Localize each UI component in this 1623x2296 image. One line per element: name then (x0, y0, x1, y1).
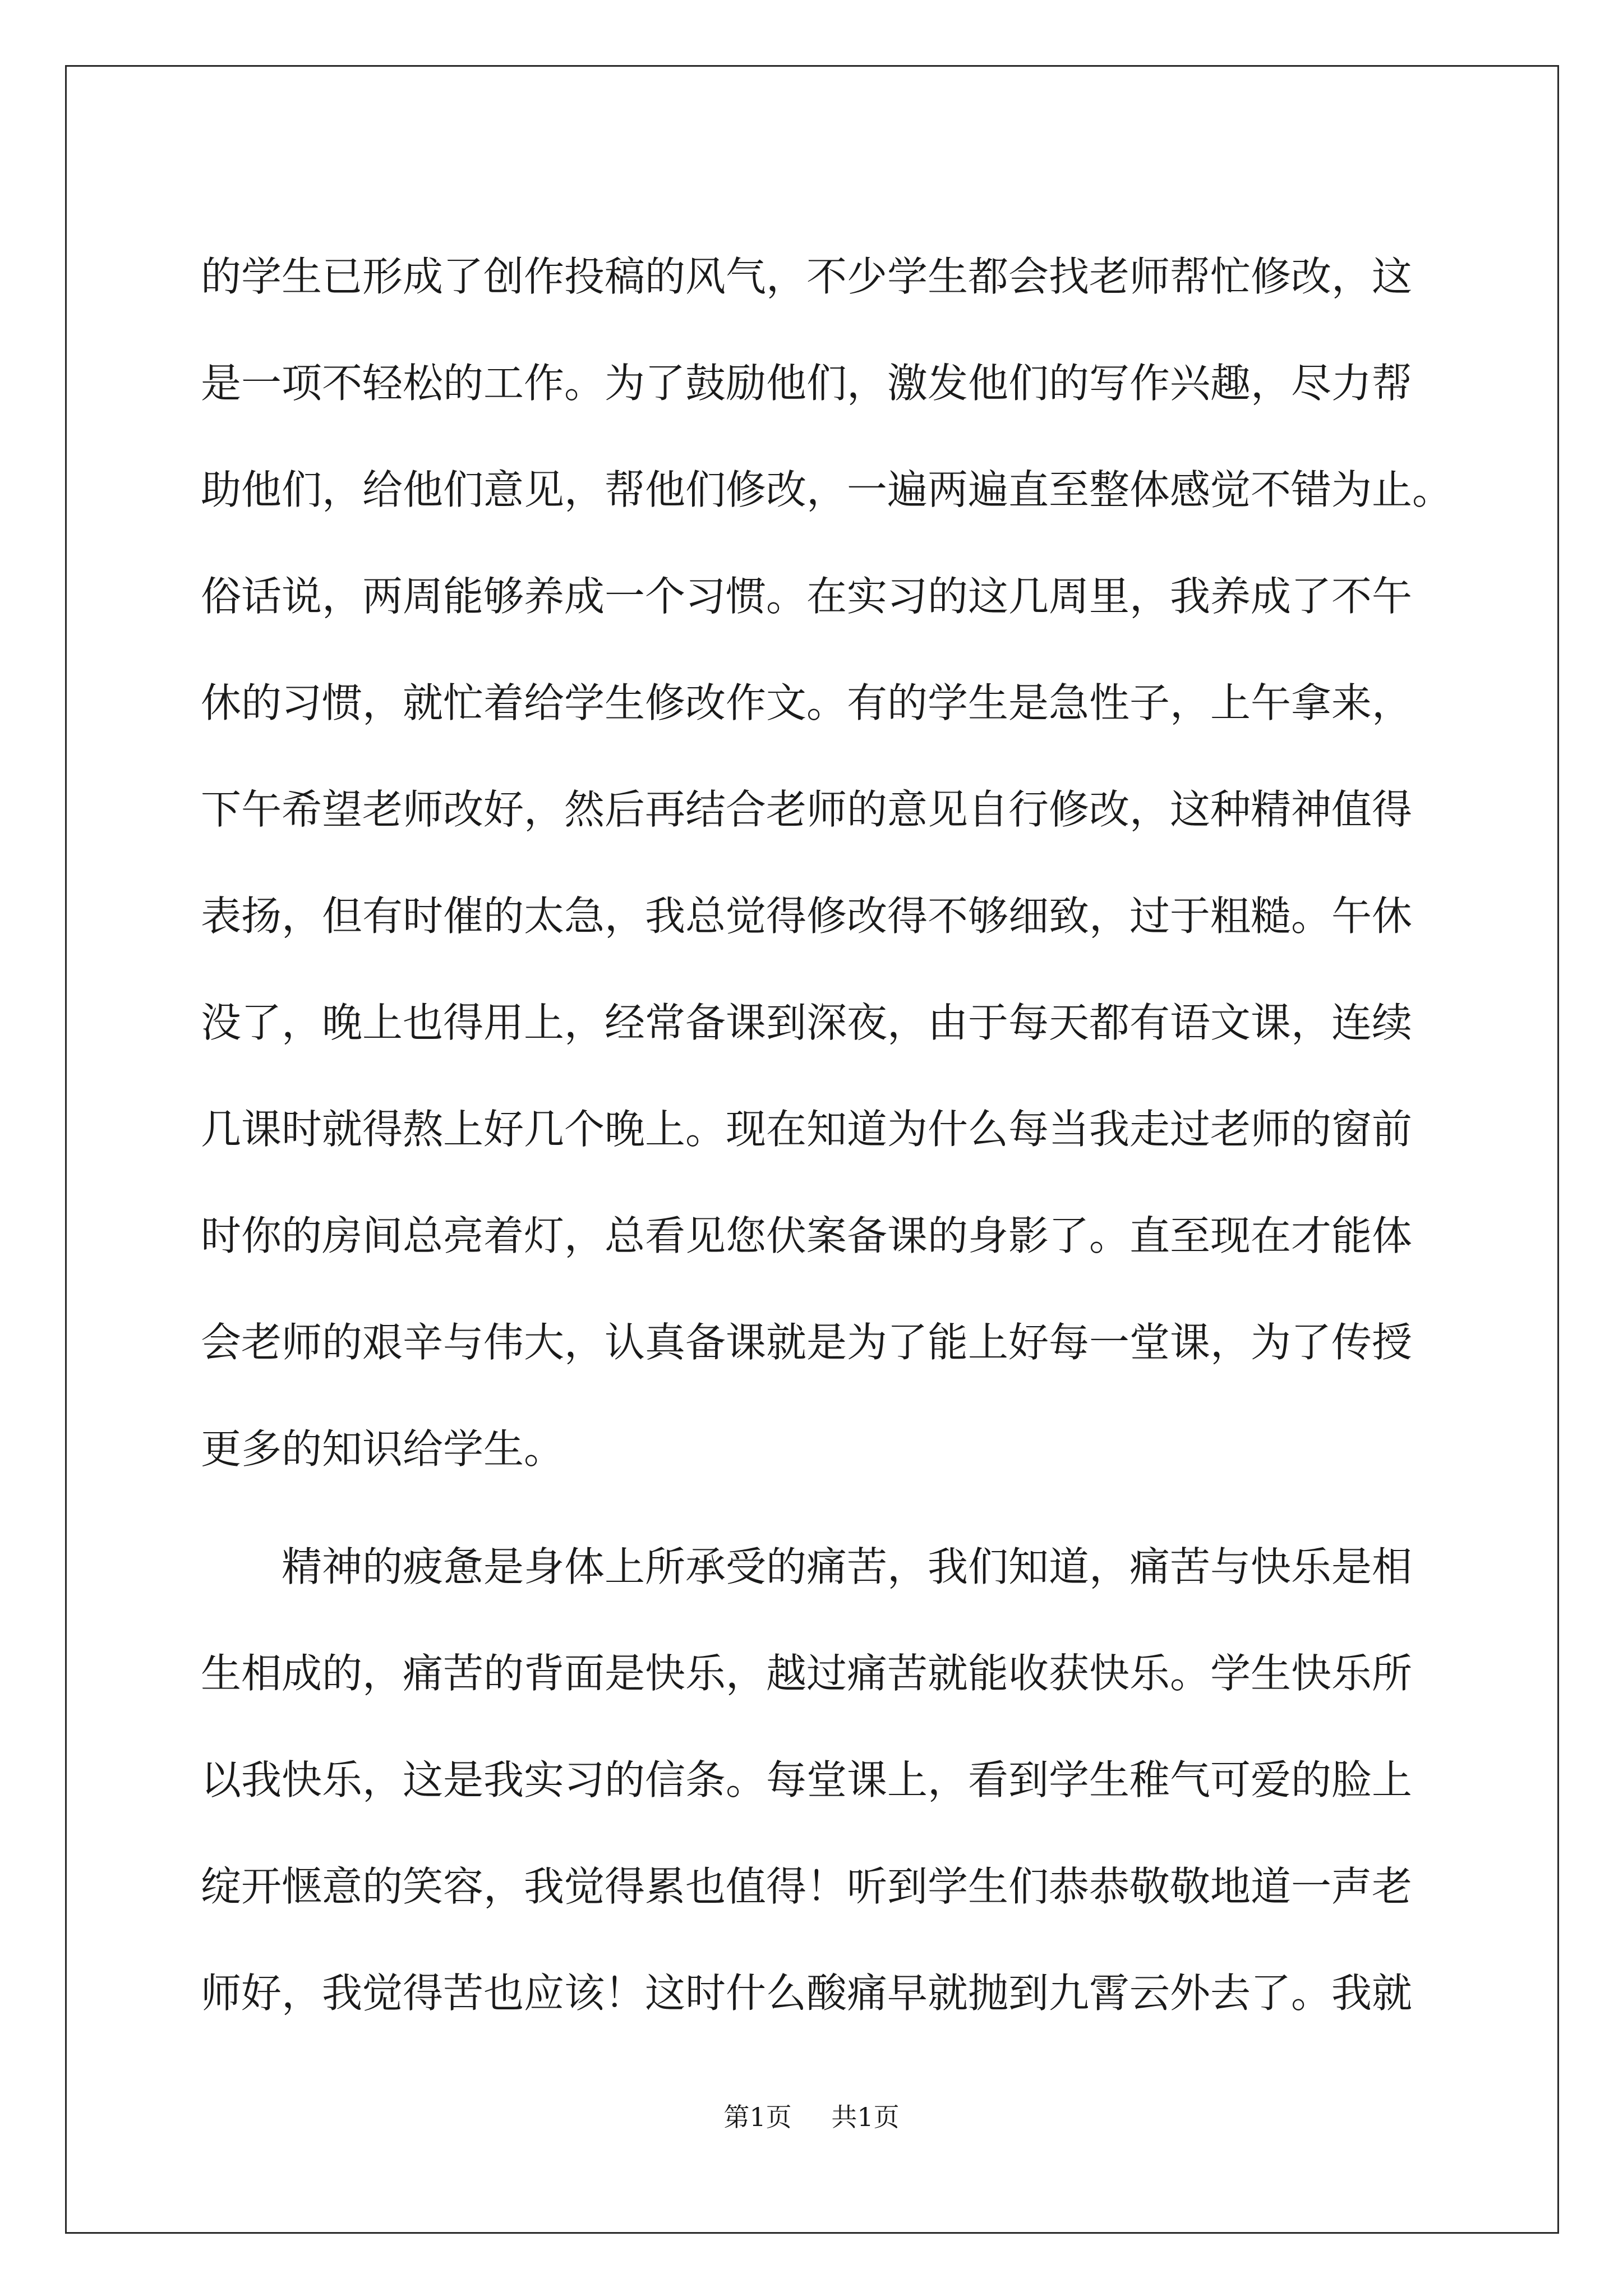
page-number-current: 第1页 (723, 2102, 792, 2132)
text-line: 俗话说，两周能够养成一个习惯。在实习的这几周里，我养成了不午 (201, 573, 1413, 620)
text-line: 更多的知识给学生。 (201, 1425, 565, 1473)
text-line: 生相成的，痛苦的背面是快乐，越过痛苦就能收获快乐。学生快乐所 (201, 1650, 1413, 1697)
text-line: 师好，我觉得苦也应该！这时什么酸痛早就抛到九霄云外去了。我就 (201, 1970, 1413, 2017)
text-line: 休的习惯，就忙着给学生修改作文。有的学生是急性子，上午拿来， (201, 679, 1413, 726)
text-line: 下午希望老师改好，然后再结合老师的意见自行修改，这种精神值得 (201, 786, 1413, 833)
text-line: 没了，晚上也得用上，经常备课到深夜，由于每天都有语文课，连续 (201, 999, 1413, 1046)
page-number-total: 共1页 (831, 2102, 900, 2132)
page-footer (0, 2097, 1623, 2134)
paragraph-first-line: 精神的疲惫是身体上所承受的痛苦，我们知道，痛苦与快乐是相 (282, 1543, 1413, 1590)
document-body (201, 223, 1453, 2046)
text-line: 绽开惬意的笑容，我觉得累也值得！听到学生们恭恭敬敬地道一声老 (201, 1863, 1413, 1910)
text-line: 是一项不轻松的工作。为了鼓励他们，激发他们的写作兴趣，尽力帮 (201, 360, 1413, 407)
text-line: 以我快乐，这是我实习的信条。每堂课上，看到学生稚气可爱的脸上 (201, 1756, 1413, 1803)
text-line: 几课时就得熬上好几个晚上。现在知道为什么每当我走过老师的窗前 (201, 1106, 1413, 1153)
text-line: 会老师的艰辛与伟大，认真备课就是为了能上好每一堂课，为了传授 (201, 1319, 1413, 1366)
text-line: 表扬，但有时催的太急，我总觉得修改得不够细致，过于粗糙。午休 (201, 892, 1413, 940)
text-line: 助他们，给他们意见，帮他们修改，一遍两遍直至整体感觉不错为止。 (201, 466, 1453, 513)
text-line: 的学生已形成了创作投稿的风气，不少学生都会找老师帮忙修改，这 (201, 253, 1413, 300)
text-line: 时你的房间总亮着灯，总看见您伏案备课的身影了。直至现在才能体 (201, 1212, 1413, 1259)
